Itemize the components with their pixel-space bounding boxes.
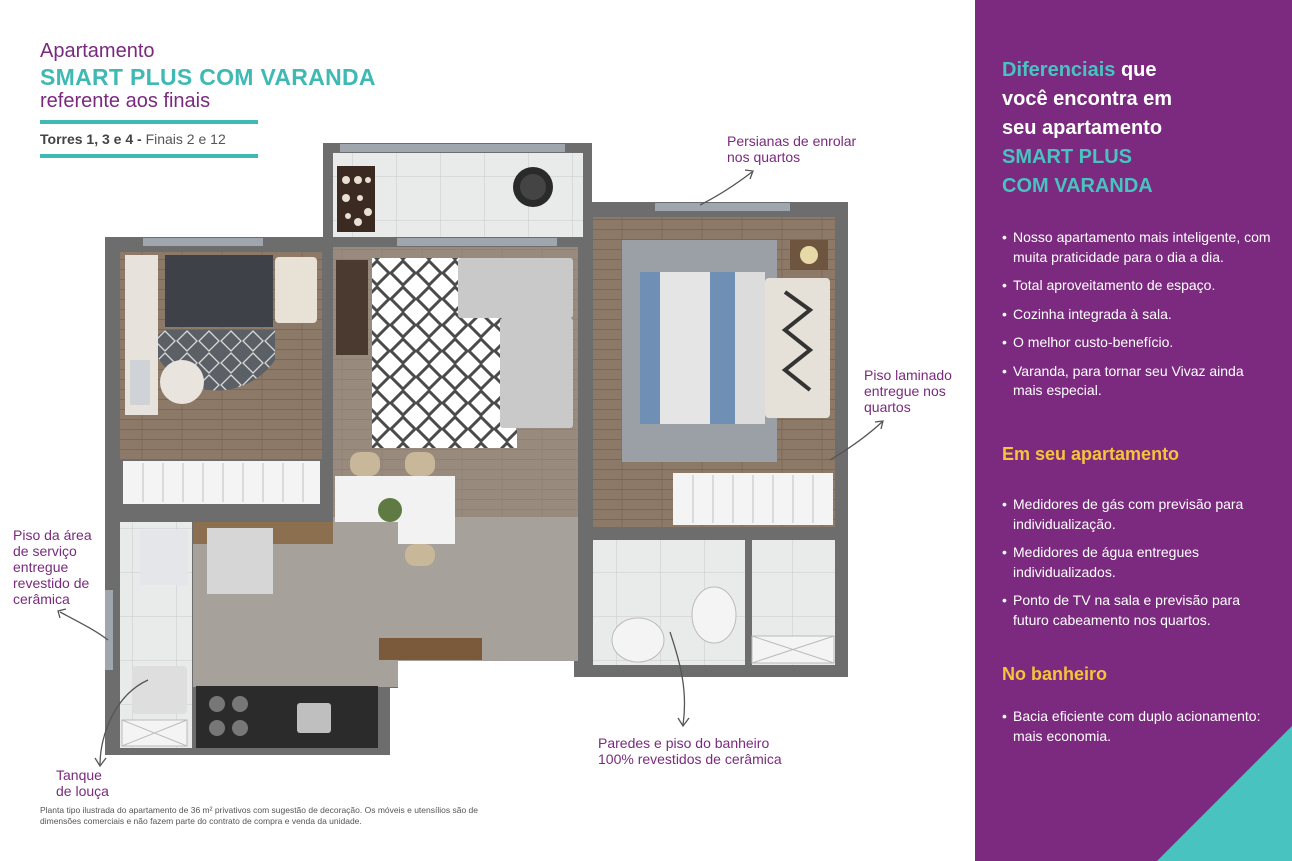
header-model-title: SMART PLUS COM VARANDA [40,64,376,90]
feature-item: • Total aproveitamento de espaço. [1002,276,1277,296]
callout-tanque: Tanque de louça [56,767,109,799]
callout-persianas: Persianas de enrolar nos quartos [727,133,857,165]
callout-banheiro: Paredes e piso do banheiro 100% revestidos de cerâmica [598,735,782,767]
disclaimer: Planta tipo ilustrada do apartamento de 36 m² privativos com sugestão de decoração. Os móveis e utensílios são de dimensões comerciais e não fazem parte do contrato de compra e venda da unidade. [40,805,478,826]
callout-area-servico: Piso da área de serviço entregue revestido de cerâmica [13,527,92,607]
header-apartment-label: Apartamento [40,40,155,62]
panel-title-line3: seu apartamento [1002,117,1163,139]
panel-title-diferenciais: Diferenciais [1002,59,1116,81]
feature-item: • O melhor custo-benefício. [1002,333,1277,353]
panel-title-que: que [1115,59,1157,81]
apartment-feature-item: • Medidores de água entregues individualizados. [1002,543,1277,582]
header-towers-bold: Torres 1, 3 e 4 - [40,131,142,147]
features-list [1002,228,1277,410]
apartment-feature-item: • Medidores de gás com previsão para individualização. [1002,495,1277,534]
callout-piso-laminado: Piso laminado entregue nos quartos [864,367,952,415]
feature-item: • Varanda, para tornar seu Vivaz ainda mais especial. [1002,362,1277,401]
feature-item: • Nosso apartamento mais inteligente, com muita praticidade para o dia a dia. [1002,228,1277,267]
panel-title-line2: você encontra em [1002,88,1173,110]
features-panel [975,0,1292,861]
header-towers-finals: Finais 2 e 12 [141,131,226,147]
panel-title-smart-plus: SMART PLUS [1002,146,1132,168]
feature-item: • Cozinha integrada à sala. [1002,305,1277,325]
apartment-features-list [1002,495,1277,639]
bathroom-feature-item: • Bacia eficiente com duplo acionamento: mais economia. [1002,707,1277,746]
heading-em-seu-apartamento: Em seu apartamento [1002,444,1180,464]
plan-tanque [132,666,187,714]
panel-title-varanda: COM VARANDA [1002,175,1153,197]
panel-title [1002,56,1172,201]
bathroom-features-list [1002,707,1277,755]
header-reference-label: referente aos finais [40,90,211,112]
apartment-feature-item: • Ponto de TV na sala e previsão para futuro cabeamento nos quartos. [1002,591,1277,630]
heading-no-banheiro: No banheiro [1002,664,1108,684]
